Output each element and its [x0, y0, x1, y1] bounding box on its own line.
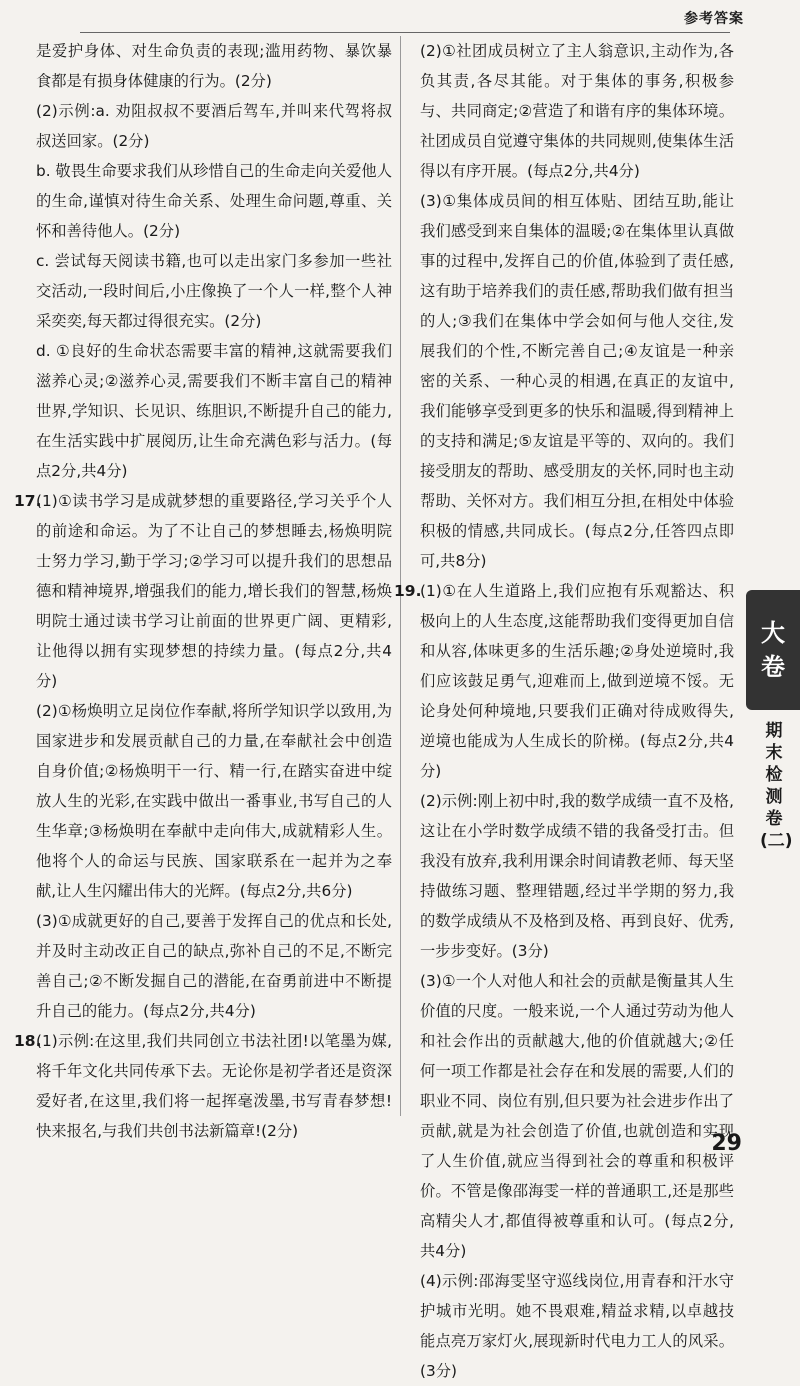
page-number: 29 [711, 1131, 742, 1156]
answer-paragraph: (2)①社团成员树立了主人翁意识,主动作为,各负其责,各尽其能。对于集体的事务,积极参与、共同商定;②营造了和谐有序的集体环境。社团成员自觉遵守集体的共同规则,使集体生活得以有序开展。(每点2分,共4分) [420, 42, 734, 180]
answer-paragraph: b. 敬畏生命要求我们从珍惜自己的生命走向关爱他人的生命,谨慎对待生命关系、处理生命问题,尊重、关怀和善待他人。(2分) [36, 162, 392, 240]
answer-paragraph: (1)①读书学习是成就梦想的重要路径,学习关乎个人的前途和命运。为了不让自己的梦想睡去,杨焕明院士努力学习,勤于学习;②学习可以提升我们的思想品德和精神境界,增强我们的能力,增长我们的智慧,杨焕明院士通过读书学习让前面的世界更广阔、更精彩,让他得以拥有实现梦想的持续力量。(每点2分,共4分) [36, 492, 392, 690]
question-19 [394, 576, 734, 1386]
answer-paragraph: (2)示例:a. 劝阻叔叔不要酒后驾车,并叫来代驾将叔叔送回家。(2分) [36, 102, 392, 150]
answer-paragraph: (3)①集体成员间的相互体贴、团结互助,能让我们感受到来自集体的温暖;②在集体里认真做事的过程中,发挥自己的价值,体验到了责任感,这有助于培养我们的责任感,帮助我们做有担当的人;③我们在集体中学会如何与他人交往,发展我们的个性,不断完善自己;④友谊是一种亲密的关系、一种心灵的相遇,在真正的友谊中,我们能够享受到更多的快乐和温暖,得到精神上的支持和满足;⑤友谊是平等的、双向的。我们接受朋友的帮助、感受朋友的关怀,同时也主动帮助、关怀对方。我们相互分担,在相处中体验积极的情感,共同成长。(每点2分,任答四点即可,共8分) [420, 192, 734, 570]
question-17 [14, 486, 392, 1026]
section-title: 期末检测卷(二) [760, 721, 793, 851]
side-tab-char: 卷 [761, 653, 785, 681]
left-column [14, 36, 392, 1146]
question-number: 18. [14, 1032, 42, 1050]
side-tab [746, 590, 800, 710]
answer-paragraph: 是爱护身体、对生命负责的表现;滥用药物、暴饮暴食都是有损身体健康的行为。(2分) [36, 42, 392, 90]
answer-paragraph: (2)①杨焕明立足岗位作奉献,将所学知识学以致用,为国家进步和发展贡献自己的力量,在奉献社会中创造自身价值;②杨焕明干一行、精一行,在踏实奋进中绽放人生的光彩,在实践中做出一番事业,书写自己的人生华章;③杨焕明在奉献中走向伟大,成就精彩人生。他将个人的命运与民族、国家联系在一起并为之奉献,让人生闪耀出伟大的光辉。(每点2分,共6分) [36, 702, 392, 900]
header-rule [80, 32, 730, 33]
answer-paragraph: d. ①良好的生命状态需要丰富的精神,这就需要我们滋养心灵;②滋养心灵,需要我们不断丰富自己的精神世界,学知识、长见识、练胆识,不断提升自己的能力,在生活实践中扩展阅历,让生命充满色彩与活力。(每点2分,共4分) [36, 342, 392, 480]
side-tab-char: 大 [761, 619, 785, 647]
answer-paragraph: (1)示例:在这里,我们共同创立书法社团!以笔墨为媒,将千年文化共同传承下去。无论你是初学者还是资深爱好者,在这里,我们将一起挥毫泼墨,书写青春梦想!快来报名,与我们共创书法新篇章!(2分) [36, 1032, 392, 1140]
right-column [394, 36, 734, 1386]
question-number: 19. [394, 582, 422, 600]
answer-paragraph: (2)示例:刚上初中时,我的数学成绩一直不及格,这让在小学时数学成绩不错的我备受打击。但我没有放弃,我利用课余时间请教老师、每天坚持做练习题、整理错题,经过半学期的努力,我的数学成绩从不及格到及格、再到良好、优秀,一步步变好。(3分) [420, 792, 734, 960]
answer-paragraph: (4)示例:邵海雯坚守巡线岗位,用青春和汗水守护城市光明。她不畏艰难,精益求精,以卓越技能点亮万家灯火,展现新时代电力工人的风采。(3分) [420, 1272, 734, 1380]
answer-paragraph: (1)①在人生道路上,我们应抱有乐观豁达、积极向上的人生态度,这能帮助我们变得更加自信和从容,体味更多的生活乐趣;②身处逆境时,我们应该鼓足勇气,迎难而上,做到逆境不馁。无论身处何种境地,只要我们正确对待成败得失,逆境也能成为人生成长的阶梯。(每点2分,共4分) [420, 582, 734, 780]
header-label: 参考答案 [684, 11, 744, 27]
question-number: 17. [14, 492, 42, 510]
answer-paragraph: c. 尝试每天阅读书籍,也可以走出家门多参加一些社交活动,一段时间后,小庄像换了一个人一样,整个人神采奕奕,每天都过得很充实。(2分) [36, 252, 392, 330]
answer-paragraph: (3)①成就更好的自己,要善于发挥自己的优点和长处,并及时主动改正自己的缺点,弥补自己的不足,不断完善自己;②不断发掘自己的潜能,在奋勇前进中不断提升自己的能力。(每点2分,共4分) [36, 912, 392, 1020]
question-18 [14, 1026, 392, 1146]
answer-paragraph: (3)①一个人对他人和社会的贡献是衡量其人生价值的尺度。一般来说,一个人通过劳动为他人和社会作出的贡献越大,他的价值就越大;②任何一项工作都是社会存在和发展的需要,人们的职业不同、岗位有别,但只要为社会进步作出了贡献,就是为社会创造了价值,也就创造和实现了人生价值,就应当得到社会的尊重和积极评价。不管是像邵海雯一样的普通职工,还是那些高精尖人才,都值得被尊重和认可。(每点2分,共4分) [420, 972, 734, 1260]
